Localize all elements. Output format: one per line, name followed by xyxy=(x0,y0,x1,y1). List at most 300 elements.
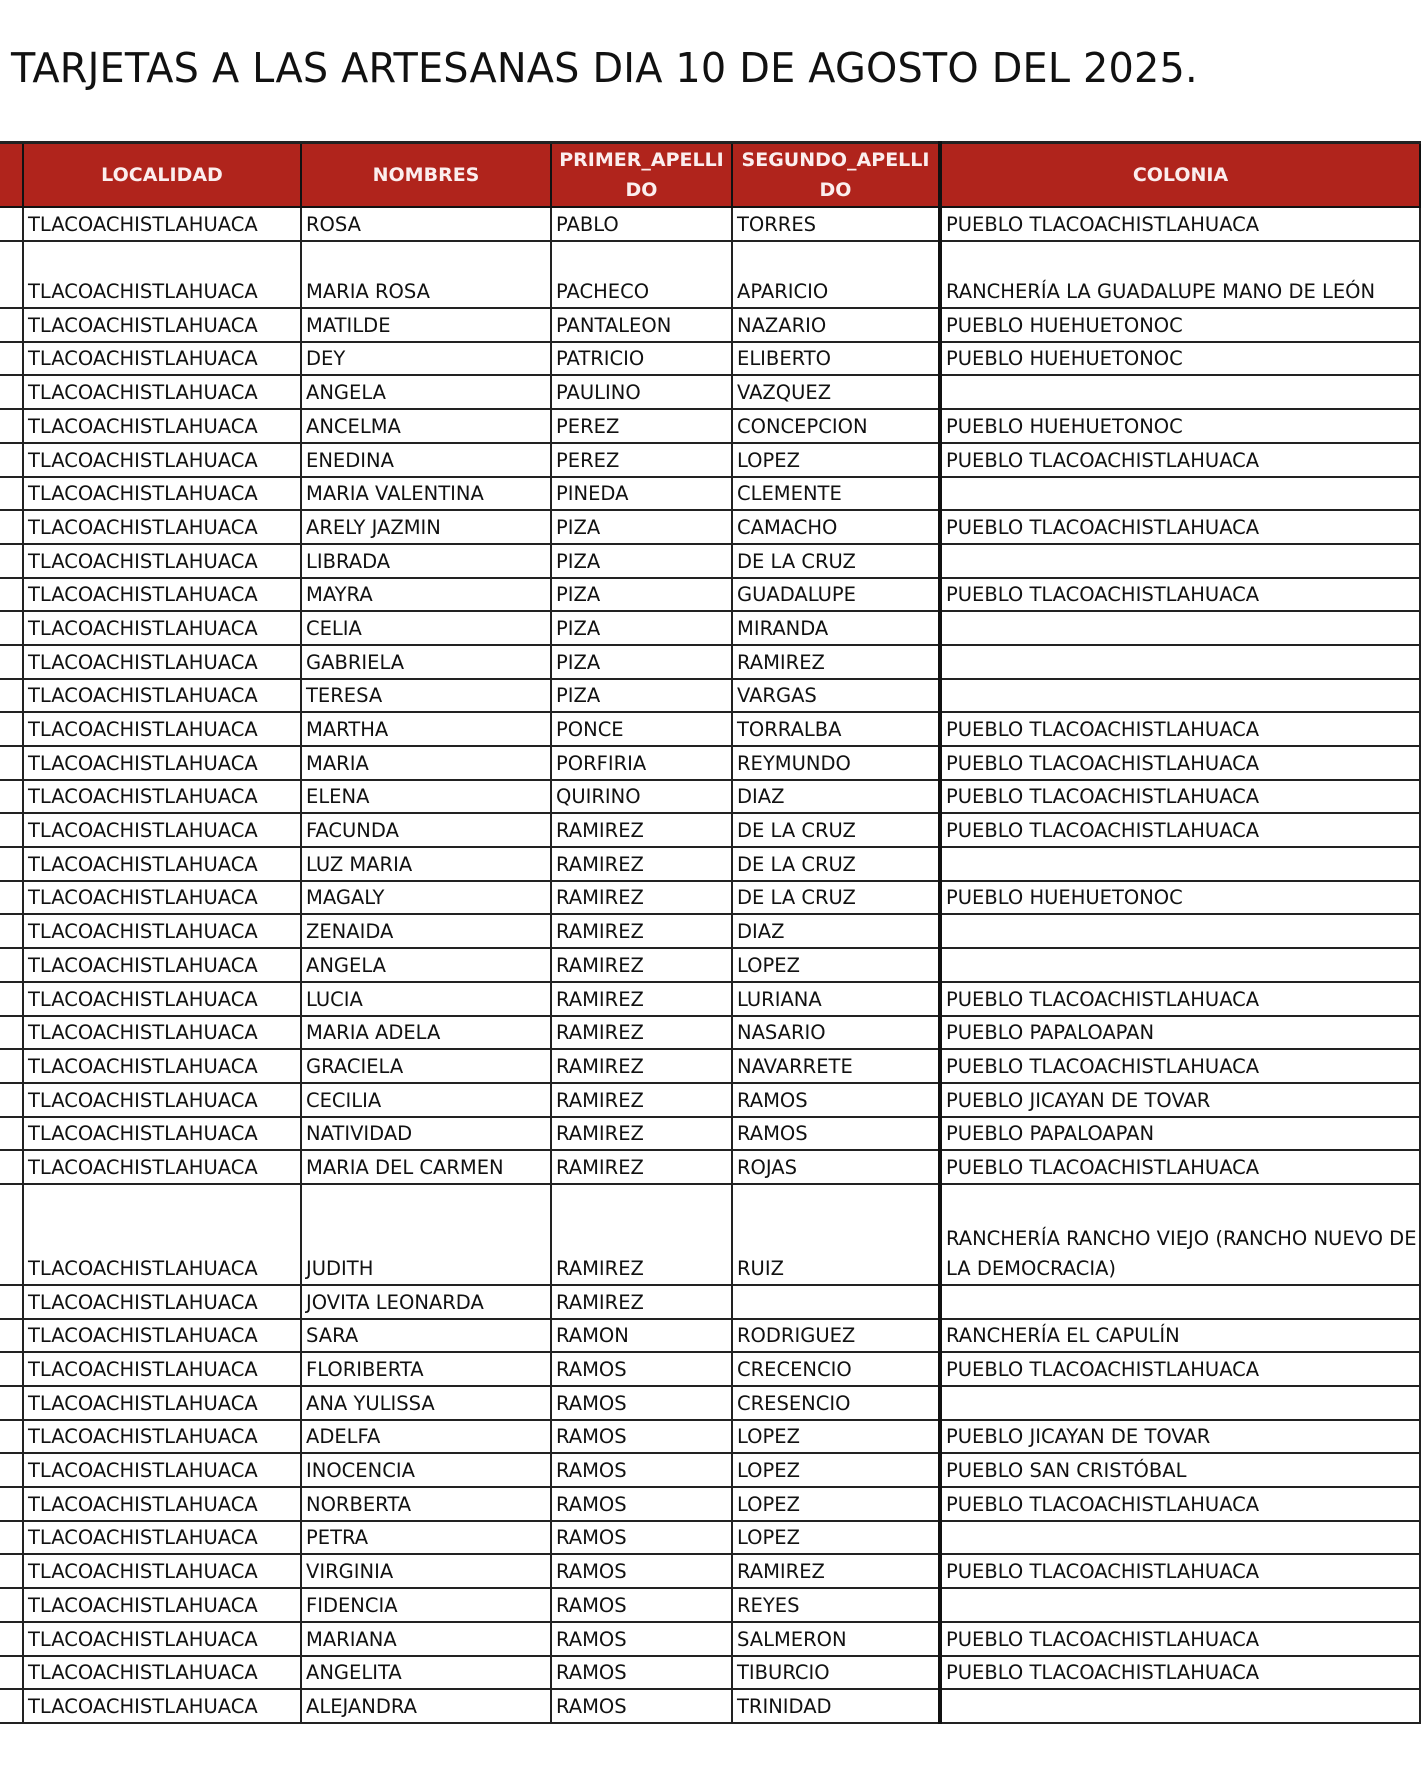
cell-stub xyxy=(0,1285,23,1319)
cell-colonia xyxy=(940,1588,1420,1622)
cell-colonia: PUEBLO TLACOACHISTLAHUACA xyxy=(940,1150,1420,1184)
cell-stub xyxy=(0,1049,23,1083)
cell-colonia: PUEBLO TLACOACHISTLAHUACA xyxy=(940,780,1420,814)
cell-primer-apellido: RAMIREZ xyxy=(551,1083,732,1117)
cell-localidad: TLACOACHISTLAHUACA xyxy=(23,1083,301,1117)
cell-segundo-apellido: DIAZ xyxy=(732,914,940,948)
table-row xyxy=(0,1016,1420,1050)
cell-localidad: TLACOACHISTLAHUACA xyxy=(23,510,301,544)
cell-segundo-apellido: CAMACHO xyxy=(732,510,940,544)
cell-localidad: TLACOACHISTLAHUACA xyxy=(23,813,301,847)
cell-nombres: ROSA xyxy=(301,207,551,241)
cell-primer-apellido: RAMOS xyxy=(551,1588,732,1622)
cell-colonia xyxy=(940,477,1420,511)
table-row xyxy=(0,1420,1420,1454)
cell-localidad: TLACOACHISTLAHUACA xyxy=(23,578,301,612)
cell-nombres: NATIVIDAD xyxy=(301,1117,551,1151)
cell-stub xyxy=(0,1016,23,1050)
cell-segundo-apellido: CRECENCIO xyxy=(732,1352,940,1386)
cell-stub xyxy=(0,1150,23,1184)
cell-nombres: ANGELA xyxy=(301,948,551,982)
cell-localidad: TLACOACHISTLAHUACA xyxy=(23,1184,301,1285)
cell-segundo-apellido: RAMOS xyxy=(732,1083,940,1117)
table-row xyxy=(0,780,1420,814)
cell-segundo-apellido: DIAZ xyxy=(732,780,940,814)
cell-localidad: TLACOACHISTLAHUACA xyxy=(23,1150,301,1184)
cell-localidad: TLACOACHISTLAHUACA xyxy=(23,1420,301,1454)
table-row xyxy=(0,948,1420,982)
table-row xyxy=(0,1689,1420,1723)
cell-stub xyxy=(0,611,23,645)
cell-stub xyxy=(0,881,23,915)
cell-primer-apellido: RAMOS xyxy=(551,1689,732,1723)
cell-colonia xyxy=(940,914,1420,948)
cell-primer-apellido: PIZA xyxy=(551,679,732,713)
cell-primer-apellido: PABLO xyxy=(551,207,732,241)
cell-stub xyxy=(0,1352,23,1386)
table-row xyxy=(0,1487,1420,1521)
cell-colonia xyxy=(940,1285,1420,1319)
cell-stub xyxy=(0,847,23,881)
cell-localidad: TLACOACHISTLAHUACA xyxy=(23,1049,301,1083)
cell-segundo-apellido: ROJAS xyxy=(732,1150,940,1184)
cell-stub xyxy=(0,982,23,1016)
cell-stub xyxy=(0,1521,23,1555)
cell-segundo-apellido: LOPEZ xyxy=(732,1420,940,1454)
table-row xyxy=(0,342,1420,376)
cell-colonia: PUEBLO TLACOACHISTLAHUACA xyxy=(940,982,1420,1016)
table-row xyxy=(0,1083,1420,1117)
cell-nombres: GABRIELA xyxy=(301,645,551,679)
cell-colonia: PUEBLO PAPALOAPAN xyxy=(940,1016,1420,1050)
cell-colonia: PUEBLO TLACOACHISTLAHUACA xyxy=(940,443,1420,477)
cell-localidad: TLACOACHISTLAHUACA xyxy=(23,1689,301,1723)
cell-stub xyxy=(0,1319,23,1353)
cell-stub xyxy=(0,477,23,511)
cell-localidad: TLACOACHISTLAHUACA xyxy=(23,1453,301,1487)
cell-nombres: ALEJANDRA xyxy=(301,1689,551,1723)
cell-localidad: TLACOACHISTLAHUACA xyxy=(23,1656,301,1690)
cell-nombres: ANGELITA xyxy=(301,1656,551,1690)
header-colonia: COLONIA xyxy=(940,143,1420,208)
table-row xyxy=(0,1622,1420,1656)
cell-localidad: TLACOACHISTLAHUACA xyxy=(23,1285,301,1319)
cell-segundo-apellido: RAMOS xyxy=(732,1117,940,1151)
table-row xyxy=(0,207,1420,241)
cell-segundo-apellido: TIBURCIO xyxy=(732,1656,940,1690)
cell-nombres: MAYRA xyxy=(301,578,551,612)
cell-colonia: PUEBLO TLACOACHISTLAHUACA xyxy=(940,1622,1420,1656)
cell-stub xyxy=(0,813,23,847)
cell-primer-apellido: RAMIREZ xyxy=(551,1117,732,1151)
cell-colonia: PUEBLO HUEHUETONOC xyxy=(940,409,1420,443)
cell-stub xyxy=(0,1656,23,1690)
cell-primer-apellido: RAMOS xyxy=(551,1352,732,1386)
cell-localidad: TLACOACHISTLAHUACA xyxy=(23,443,301,477)
table-row xyxy=(0,1117,1420,1151)
cell-primer-apellido: PIZA xyxy=(551,578,732,612)
table-row xyxy=(0,1453,1420,1487)
cell-colonia: PUEBLO JICAYAN DE TOVAR xyxy=(940,1420,1420,1454)
cell-localidad: TLACOACHISTLAHUACA xyxy=(23,712,301,746)
cell-stub xyxy=(0,1184,23,1285)
cell-nombres: VIRGINIA xyxy=(301,1554,551,1588)
cell-localidad: TLACOACHISTLAHUACA xyxy=(23,1319,301,1353)
cell-segundo-apellido: GUADALUPE xyxy=(732,578,940,612)
cell-stub xyxy=(0,1487,23,1521)
cell-localidad: TLACOACHISTLAHUACA xyxy=(23,1117,301,1151)
cell-segundo-apellido: RODRIGUEZ xyxy=(732,1319,940,1353)
cell-stub xyxy=(0,712,23,746)
cell-primer-apellido: RAMIREZ xyxy=(551,1016,732,1050)
cell-segundo-apellido: TORRES xyxy=(732,207,940,241)
table-row xyxy=(0,443,1420,477)
cell-stub xyxy=(0,914,23,948)
cell-nombres: PETRA xyxy=(301,1521,551,1555)
cell-localidad: TLACOACHISTLAHUACA xyxy=(23,881,301,915)
cell-stub xyxy=(0,1588,23,1622)
cell-colonia xyxy=(940,544,1420,578)
cell-segundo-apellido: DE LA CRUZ xyxy=(732,544,940,578)
header-segundo-apellido xyxy=(732,143,940,208)
cell-primer-apellido: PEREZ xyxy=(551,443,732,477)
cell-primer-apellido: PANTALEON xyxy=(551,308,732,342)
cell-colonia: PUEBLO JICAYAN DE TOVAR xyxy=(940,1083,1420,1117)
cell-nombres: TERESA xyxy=(301,679,551,713)
cell-segundo-apellido: NAZARIO xyxy=(732,308,940,342)
cell-localidad: TLACOACHISTLAHUACA xyxy=(23,679,301,713)
artisans-table xyxy=(0,141,1421,1724)
table-row xyxy=(0,712,1420,746)
cell-localidad: TLACOACHISTLAHUACA xyxy=(23,1016,301,1050)
cell-nombres: MARIA VALENTINA xyxy=(301,477,551,511)
cell-primer-apellido: PATRICIO xyxy=(551,342,732,376)
cell-segundo-apellido: DE LA CRUZ xyxy=(732,881,940,915)
cell-colonia: PUEBLO SAN CRISTÓBAL xyxy=(940,1453,1420,1487)
cell-localidad: TLACOACHISTLAHUACA xyxy=(23,375,301,409)
cell-nombres: LUCIA xyxy=(301,982,551,1016)
cell-stub xyxy=(0,645,23,679)
cell-colonia xyxy=(940,948,1420,982)
cell-primer-apellido: RAMOS xyxy=(551,1487,732,1521)
table-row xyxy=(0,1588,1420,1622)
cell-primer-apellido: PIZA xyxy=(551,510,732,544)
table-row xyxy=(0,746,1420,780)
cell-localidad: TLACOACHISTLAHUACA xyxy=(23,746,301,780)
cell-colonia: PUEBLO TLACOACHISTLAHUACA xyxy=(940,1049,1420,1083)
cell-primer-apellido: PIZA xyxy=(551,611,732,645)
cell-primer-apellido: RAMON xyxy=(551,1319,732,1353)
cell-colonia: PUEBLO TLACOACHISTLAHUACA xyxy=(940,746,1420,780)
cell-localidad: TLACOACHISTLAHUACA xyxy=(23,1554,301,1588)
cell-segundo-apellido: LOPEZ xyxy=(732,443,940,477)
table-row xyxy=(0,645,1420,679)
table-row xyxy=(0,982,1420,1016)
cell-segundo-apellido: NAVARRETE xyxy=(732,1049,940,1083)
cell-localidad: TLACOACHISTLAHUACA xyxy=(23,948,301,982)
cell-segundo-apellido: DE LA CRUZ xyxy=(732,813,940,847)
cell-nombres: MARTHA xyxy=(301,712,551,746)
cell-stub xyxy=(0,342,23,376)
cell-colonia: PUEBLO TLACOACHISTLAHUACA xyxy=(940,1554,1420,1588)
table-row xyxy=(0,679,1420,713)
cell-primer-apellido: PEREZ xyxy=(551,409,732,443)
cell-localidad: TLACOACHISTLAHUACA xyxy=(23,477,301,511)
header-localidad: LOCALIDAD xyxy=(23,143,301,208)
table-row xyxy=(0,1319,1420,1353)
cell-nombres: CECILIA xyxy=(301,1083,551,1117)
cell-segundo-apellido: MIRANDA xyxy=(732,611,940,645)
cell-colonia xyxy=(940,1689,1420,1723)
cell-segundo-apellido: CONCEPCION xyxy=(732,409,940,443)
table-row xyxy=(0,544,1420,578)
cell-stub xyxy=(0,375,23,409)
cell-localidad: TLACOACHISTLAHUACA xyxy=(23,1588,301,1622)
header-segundo-apellido-line1: SEGUNDO_APELLI xyxy=(741,149,930,171)
cell-segundo-apellido: TRINIDAD xyxy=(732,1689,940,1723)
table-row xyxy=(0,881,1420,915)
header-primer-apellido-line1: PRIMER_APELLI xyxy=(559,149,724,171)
cell-primer-apellido: RAMOS xyxy=(551,1622,732,1656)
cell-segundo-apellido: LOPEZ xyxy=(732,1521,940,1555)
cell-colonia: PUEBLO HUEHUETONOC xyxy=(940,881,1420,915)
table-row xyxy=(0,1352,1420,1386)
cell-localidad: TLACOACHISTLAHUACA xyxy=(23,645,301,679)
cell-stub xyxy=(0,948,23,982)
cell-nombres: LUZ MARIA xyxy=(301,847,551,881)
cell-localidad: TLACOACHISTLAHUACA xyxy=(23,914,301,948)
cell-primer-apellido: PIZA xyxy=(551,645,732,679)
cell-colonia: PUEBLO TLACOACHISTLAHUACA xyxy=(940,1656,1420,1690)
cell-primer-apellido: RAMIREZ xyxy=(551,847,732,881)
cell-colonia: PUEBLO PAPALOAPAN xyxy=(940,1117,1420,1151)
table-row xyxy=(0,1285,1420,1319)
cell-primer-apellido: RAMOS xyxy=(551,1453,732,1487)
cell-colonia: RANCHERÍA RANCHO VIEJO (RANCHO NUEVO DE LA DEMOCRACIA) xyxy=(940,1184,1420,1285)
cell-primer-apellido: RAMOS xyxy=(551,1521,732,1555)
cell-segundo-apellido: SALMERON xyxy=(732,1622,940,1656)
table-row xyxy=(0,1150,1420,1184)
cell-colonia xyxy=(940,645,1420,679)
cell-colonia: PUEBLO TLACOACHISTLAHUACA xyxy=(940,712,1420,746)
cell-colonia: PUEBLO TLACOACHISTLAHUACA xyxy=(940,1352,1420,1386)
cell-primer-apellido: RAMIREZ xyxy=(551,948,732,982)
cell-stub xyxy=(0,780,23,814)
cell-nombres: ADELFA xyxy=(301,1420,551,1454)
cell-colonia: PUEBLO TLACOACHISTLAHUACA xyxy=(940,813,1420,847)
cell-segundo-apellido: LURIANA xyxy=(732,982,940,1016)
cell-nombres: LIBRADA xyxy=(301,544,551,578)
cell-nombres: ZENAIDA xyxy=(301,914,551,948)
cell-nombres: CELIA xyxy=(301,611,551,645)
cell-colonia xyxy=(940,1386,1420,1420)
cell-localidad: TLACOACHISTLAHUACA xyxy=(23,342,301,376)
cell-nombres: NORBERTA xyxy=(301,1487,551,1521)
cell-segundo-apellido: RUIZ xyxy=(732,1184,940,1285)
table-row xyxy=(0,241,1420,308)
cell-segundo-apellido: REYMUNDO xyxy=(732,746,940,780)
cell-primer-apellido: RAMIREZ xyxy=(551,1150,732,1184)
cell-colonia xyxy=(940,847,1420,881)
cell-localidad: TLACOACHISTLAHUACA xyxy=(23,847,301,881)
cell-nombres: ARELY JAZMIN xyxy=(301,510,551,544)
cell-stub xyxy=(0,409,23,443)
cell-nombres: INOCENCIA xyxy=(301,1453,551,1487)
cell-primer-apellido: RAMIREZ xyxy=(551,881,732,915)
cell-primer-apellido: RAMOS xyxy=(551,1656,732,1690)
table-body xyxy=(0,207,1420,1723)
cell-nombres: ELENA xyxy=(301,780,551,814)
table-row xyxy=(0,611,1420,645)
cell-colonia: PUEBLO HUEHUETONOC xyxy=(940,342,1420,376)
cell-stub xyxy=(0,1689,23,1723)
cell-localidad: TLACOACHISTLAHUACA xyxy=(23,611,301,645)
cell-colonia: RANCHERÍA EL CAPULÍN xyxy=(940,1319,1420,1353)
cell-stub xyxy=(0,207,23,241)
cell-nombres: GRACIELA xyxy=(301,1049,551,1083)
cell-primer-apellido: RAMOS xyxy=(551,1554,732,1588)
cell-colonia: RANCHERÍA LA GUADALUPE MANO DE LEÓN xyxy=(940,241,1420,308)
cell-primer-apellido: RAMIREZ xyxy=(551,1285,732,1319)
cell-nombres: MARIA ADELA xyxy=(301,1016,551,1050)
table-row xyxy=(0,510,1420,544)
cell-nombres: ANA YULISSA xyxy=(301,1386,551,1420)
table-header-row xyxy=(0,143,1420,208)
cell-primer-apellido: PIZA xyxy=(551,544,732,578)
cell-localidad: TLACOACHISTLAHUACA xyxy=(23,409,301,443)
table-row xyxy=(0,409,1420,443)
cell-primer-apellido: PONCE xyxy=(551,712,732,746)
cell-nombres: ENEDINA xyxy=(301,443,551,477)
cell-segundo-apellido: CRESENCIO xyxy=(732,1386,940,1420)
table-row xyxy=(0,375,1420,409)
cell-stub xyxy=(0,1554,23,1588)
cell-nombres: SARA xyxy=(301,1319,551,1353)
cell-stub xyxy=(0,746,23,780)
cell-localidad: TLACOACHISTLAHUACA xyxy=(23,308,301,342)
cell-stub xyxy=(0,578,23,612)
cell-segundo-apellido: NASARIO xyxy=(732,1016,940,1050)
cell-colonia: PUEBLO TLACOACHISTLAHUACA xyxy=(940,1487,1420,1521)
cell-primer-apellido: RAMOS xyxy=(551,1420,732,1454)
cell-nombres: JUDITH xyxy=(301,1184,551,1285)
cell-localidad: TLACOACHISTLAHUACA xyxy=(23,241,301,308)
cell-colonia xyxy=(940,1521,1420,1555)
cell-nombres: DEY xyxy=(301,342,551,376)
cell-segundo-apellido: LOPEZ xyxy=(732,948,940,982)
cell-localidad: TLACOACHISTLAHUACA xyxy=(23,1521,301,1555)
cell-primer-apellido: RAMIREZ xyxy=(551,914,732,948)
table-row xyxy=(0,847,1420,881)
cell-nombres: MAGALY xyxy=(301,881,551,915)
cell-colonia: PUEBLO TLACOACHISTLAHUACA xyxy=(940,578,1420,612)
cell-stub xyxy=(0,443,23,477)
table-row xyxy=(0,914,1420,948)
header-nombres: NOMBRES xyxy=(301,143,551,208)
table-row xyxy=(0,1554,1420,1588)
table-row xyxy=(0,477,1420,511)
cell-colonia xyxy=(940,611,1420,645)
cell-nombres: MARIA DEL CARMEN xyxy=(301,1150,551,1184)
cell-nombres: FLORIBERTA xyxy=(301,1352,551,1386)
cell-nombres: MARIA ROSA xyxy=(301,241,551,308)
cell-nombres: JOVITA LEONARDA xyxy=(301,1285,551,1319)
cell-segundo-apellido: TORRALBA xyxy=(732,712,940,746)
cell-segundo-apellido: LOPEZ xyxy=(732,1453,940,1487)
cell-segundo-apellido: APARICIO xyxy=(732,241,940,308)
cell-segundo-apellido: RAMIREZ xyxy=(732,645,940,679)
table-row xyxy=(0,813,1420,847)
cell-primer-apellido: PORFIRIA xyxy=(551,746,732,780)
cell-nombres: MATILDE xyxy=(301,308,551,342)
cell-segundo-apellido: RAMIREZ xyxy=(732,1554,940,1588)
cell-primer-apellido: RAMIREZ xyxy=(551,982,732,1016)
table-row xyxy=(0,308,1420,342)
cell-nombres: MARIA xyxy=(301,746,551,780)
cell-primer-apellido: PINEDA xyxy=(551,477,732,511)
cell-colonia xyxy=(940,375,1420,409)
cell-segundo-apellido: REYES xyxy=(732,1588,940,1622)
cell-segundo-apellido xyxy=(732,1285,940,1319)
cell-segundo-apellido: VAZQUEZ xyxy=(732,375,940,409)
cell-colonia: PUEBLO TLACOACHISTLAHUACA xyxy=(940,207,1420,241)
table-row xyxy=(0,578,1420,612)
cell-nombres: MARIANA xyxy=(301,1622,551,1656)
table-row xyxy=(0,1521,1420,1555)
cell-stub xyxy=(0,1386,23,1420)
cell-stub xyxy=(0,679,23,713)
cell-stub xyxy=(0,1453,23,1487)
cell-stub xyxy=(0,241,23,308)
table-row xyxy=(0,1656,1420,1690)
header-stub-cell xyxy=(0,143,23,208)
cell-localidad: TLACOACHISTLAHUACA xyxy=(23,780,301,814)
cell-stub xyxy=(0,544,23,578)
cell-stub xyxy=(0,1083,23,1117)
artisans-table-container xyxy=(0,141,1417,1724)
cell-stub xyxy=(0,1117,23,1151)
cell-colonia: PUEBLO HUEHUETONOC xyxy=(940,308,1420,342)
cell-localidad: TLACOACHISTLAHUACA xyxy=(23,207,301,241)
cell-primer-apellido: RAMIREZ xyxy=(551,1049,732,1083)
cell-nombres: ANGELA xyxy=(301,375,551,409)
cell-localidad: TLACOACHISTLAHUACA xyxy=(23,982,301,1016)
document-title: TARJETAS A LAS ARTESANAS DIA 10 DE AGOSTO DEL 2025. xyxy=(11,44,1198,92)
cell-nombres: FACUNDA xyxy=(301,813,551,847)
cell-primer-apellido: RAMIREZ xyxy=(551,813,732,847)
cell-segundo-apellido: LOPEZ xyxy=(732,1487,940,1521)
cell-segundo-apellido: VARGAS xyxy=(732,679,940,713)
cell-localidad: TLACOACHISTLAHUACA xyxy=(23,544,301,578)
cell-nombres: FIDENCIA xyxy=(301,1588,551,1622)
cell-colonia: PUEBLO TLACOACHISTLAHUACA xyxy=(940,510,1420,544)
cell-primer-apellido: PAULINO xyxy=(551,375,732,409)
cell-localidad: TLACOACHISTLAHUACA xyxy=(23,1386,301,1420)
cell-segundo-apellido: ELIBERTO xyxy=(732,342,940,376)
cell-primer-apellido: QUIRINO xyxy=(551,780,732,814)
cell-segundo-apellido: DE LA CRUZ xyxy=(732,847,940,881)
cell-primer-apellido: RAMIREZ xyxy=(551,1184,732,1285)
cell-stub xyxy=(0,510,23,544)
table-row xyxy=(0,1049,1420,1083)
cell-colonia xyxy=(940,679,1420,713)
header-primer-apellido xyxy=(551,143,732,208)
header-primer-apellido-line2: DO xyxy=(625,179,658,201)
cell-localidad: TLACOACHISTLAHUACA xyxy=(23,1487,301,1521)
cell-primer-apellido: PACHECO xyxy=(551,241,732,308)
cell-primer-apellido: RAMOS xyxy=(551,1386,732,1420)
cell-stub xyxy=(0,1420,23,1454)
